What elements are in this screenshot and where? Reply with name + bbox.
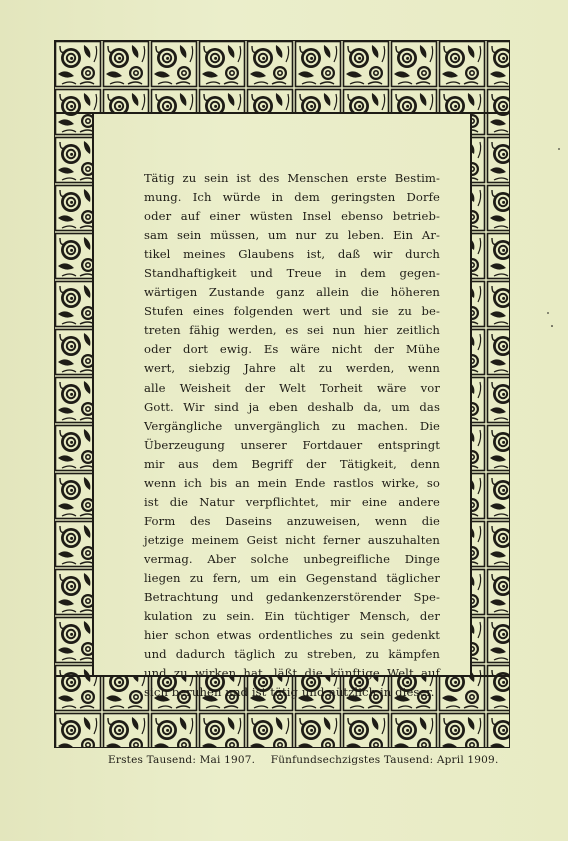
text-line: Tätig zu sein ist des Menschen erste Bestim- [144,171,440,185]
text-line: sich beruhen und ist tätig und nützlich in dieser. [144,685,435,700]
quotation-text [144,169,440,702]
text-line: sam sein müssen, um nur zu leben. Ein Ar- [144,228,440,243]
text-line: wärtigen Zustande ganz allein die höheren [144,285,440,300]
text-line: oder auf einer wüsten Insel ebenso betrieb- [144,209,440,224]
text-line: mir aus dem Begriff der Tätigkeit, denn [144,456,440,471]
text-line: kulation zu sein. Ein tüchtiger Mensch, der [144,609,440,624]
text-line: und zu wirken hat, läßt die künftige Welt auf [144,666,440,681]
later-edition-note: Fünfundsechzigstes Tausend: April 1909. [270,754,499,766]
text-line: Standhaftigkeit und Treue in dem gegen- [144,266,440,281]
text-line: Überzeugung unserer Fortdauer entspringt [144,437,440,452]
text-line: und dadurch täglich zu streben, zu kämpfen [144,647,440,662]
text-line: Gott. Wir sind ja eben deshalb da, um das [144,399,440,414]
text-line: wenn ich bis an mein Ende rastlos wirke, so [144,475,440,490]
text-line: Form des Daseins anzuweisen, wenn die [144,513,440,528]
text-line: tikel meines Glaubens ist, daß wir durch [144,247,440,262]
edition-footer [108,754,499,766]
text-line: wert, siebzig Jahre alt zu werden, wenn [144,361,440,376]
text-line: mung. Ich würde in dem geringsten Dorfe [144,190,440,205]
text-line: hier schon etwas ordentliches zu sein gedenkt [144,628,440,643]
text-line: oder dort ewig. Es wäre nicht der Mühe [144,342,440,357]
text-line: jetzige meinem Geist nicht ferner auszuhalten [144,532,440,547]
paper-speck [547,312,549,314]
text-line: vermag. Aber solche unbegreifliche Dinge [144,551,440,566]
text-line: treten fähig werden, es sei nun hier zeitlich [144,323,440,338]
text-line: alle Weisheit der Welt Torheit wäre vor [144,380,440,395]
text-line: Betrachtung und gedankenzerstörender Spe- [144,590,440,605]
paper-speck [558,148,560,150]
text-line: Vergängliche unvergänglich zu machen. Die [144,418,440,433]
text-line: Stufen eines folgenden wert und sie zu be- [144,304,440,319]
text-line: ist die Natur verpflichtet, mir eine andere [144,494,440,509]
text-line: liegen zu fern, um ein Gegenstand täglicher [144,570,440,585]
paper-speck [551,325,553,327]
first-edition-note: Erstes Tausend: Mai 1907. [108,754,256,766]
